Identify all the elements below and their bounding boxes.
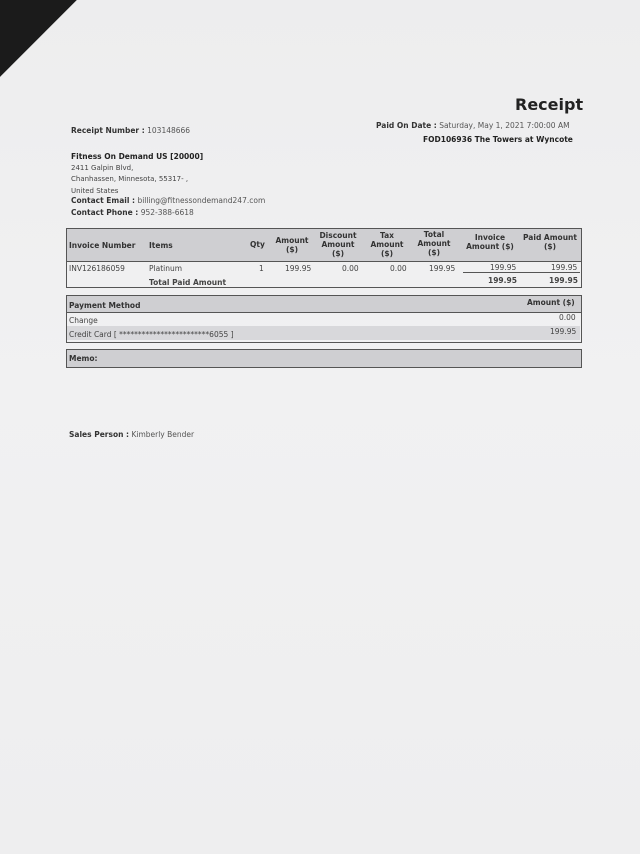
receipt-number — [71, 126, 190, 135]
contact-email-value: billing@fitnessondemand247.com — [137, 196, 266, 205]
payment-row-amount: 199.95 — [550, 327, 577, 336]
company-name: Fitness On Demand US [20000] — [71, 152, 204, 161]
paid-on-label: Paid On Date : — [376, 121, 437, 130]
total-paid-amount: 199.95 — [549, 276, 578, 285]
col-amount: Amount ($) — [275, 236, 309, 254]
payment-row-method: Credit Card [ ************************6055 ] — [69, 330, 234, 339]
total-invoice-amount: 199.95 — [488, 276, 517, 285]
company-address-1: 2411 Galpin Blvd, — [71, 164, 134, 172]
paid-on-value: Saturday, May 1, 2021 7:00:00 AM — [439, 121, 570, 130]
row-invoice-number: INV126186059 — [69, 264, 125, 273]
contact-phone — [71, 208, 194, 217]
col-tax: Tax Amount ($) — [370, 231, 404, 258]
row-item: Platinum — [149, 264, 183, 273]
payment-row-amount: 0.00 — [559, 313, 576, 322]
col-discount: Discount Amount ($) — [319, 231, 357, 258]
row-paid-amount: 199.95 — [551, 263, 578, 272]
total-paid-label: Total Paid Amount — [149, 278, 227, 287]
memo-label: Memo: — [69, 354, 98, 363]
col-payment-amount: Amount ($) — [527, 298, 575, 307]
receipt-number-value: 103148666 — [147, 126, 191, 135]
location: FOD106936 The Towers at Wyncote — [423, 135, 573, 144]
col-invoice-number: Invoice Number — [69, 241, 136, 250]
sales-person-name: Kimberly Bender — [131, 430, 195, 439]
col-invoice-amount: Invoice Amount ($) — [466, 233, 514, 251]
sales-person-label: Sales Person : — [69, 430, 130, 439]
row-discount: 0.00 — [342, 264, 359, 273]
memo-box — [66, 349, 582, 368]
row-qty: 1 — [259, 264, 264, 273]
contact-phone-label: Contact Phone : — [71, 208, 139, 217]
contact-email-label: Contact Email : — [71, 196, 136, 205]
col-paid-amount: Paid Amount ($) — [523, 233, 577, 251]
row-total: 199.95 — [429, 264, 456, 273]
paid-on-date — [376, 121, 570, 130]
subtotal-rule — [463, 272, 580, 273]
col-payment-method: Payment Method — [69, 301, 141, 310]
col-qty: Qty — [250, 240, 265, 249]
sales-person — [69, 430, 194, 439]
contact-email — [71, 196, 265, 205]
receipt-number-label: Receipt Number : — [71, 126, 145, 135]
company-country: United States — [71, 187, 119, 195]
payment-table-header — [67, 296, 581, 313]
row-amount: 199.95 — [285, 264, 312, 273]
company-address-2: Chanhassen, Minnesota, 55317- , — [71, 175, 189, 183]
col-items: Items — [149, 241, 173, 250]
col-total: Total Amount ($) — [417, 230, 451, 257]
page-title: Receipt — [515, 95, 584, 114]
contact-phone-value: 952-388-6618 — [140, 208, 194, 217]
payment-row-method: Change — [69, 316, 98, 325]
row-invoice-amount: 199.95 — [490, 263, 517, 272]
row-tax: 0.00 — [390, 264, 407, 273]
